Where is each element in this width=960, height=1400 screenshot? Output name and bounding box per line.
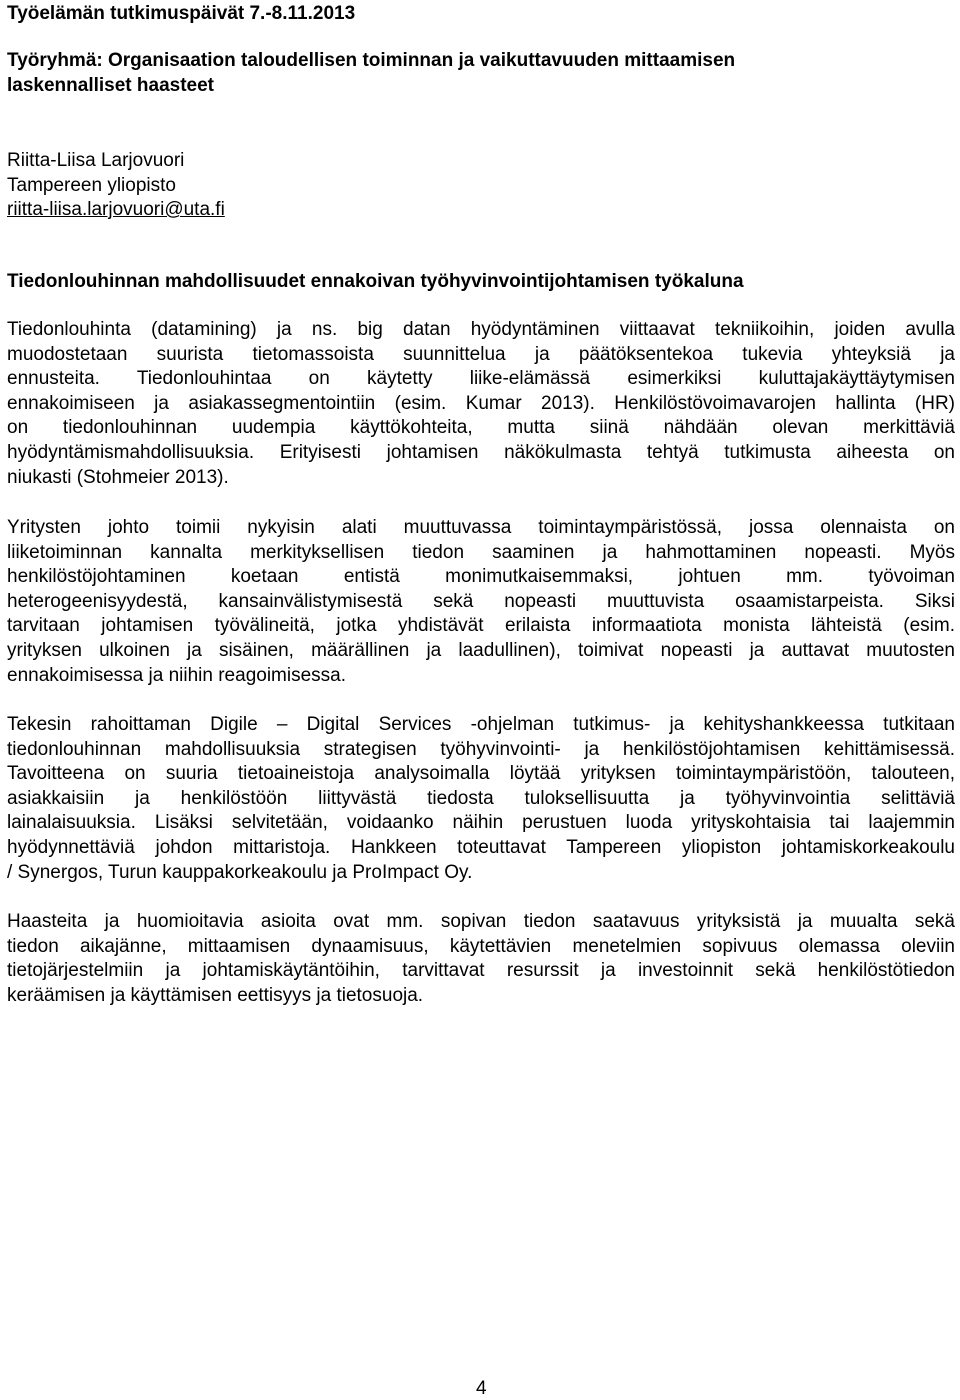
paragraph-line: keräämisen ja käyttämisen eettisyys ja tietosuoja.	[7, 984, 424, 1006]
paragraph-line: tarvitaan johtamisen työvälineitä, jotka yhdistävät erilaista informaatiota monista lähteistä (esim.	[7, 615, 955, 637]
paragraph-line: Tiedonlouhinta (datamining) ja ns. big datan hyödyntäminen viittaavat tekniikoihin, joiden avulla	[7, 319, 955, 340]
paragraph-line: Tavoitteena on suuria tietoaineistoja analysoimalla löytää yrityksen toimintaympäristöön, talouteen,	[7, 763, 955, 785]
paragraph-line: tiedon aikajänne, mittaamisen dynaamisuus, käytettävien menetelmien sopivuus olemassa oleviin	[7, 935, 955, 957]
paragraph-line: yrityksen ulkoinen ja sisäinen, määrällinen ja laadullinen), toimivat nopeasti ja auttavat muutosten	[7, 639, 955, 661]
conference-title: Työelämän tutkimuspäivät 7.-8.11.2013	[7, 3, 356, 24]
paragraph-datamining	[7, 318, 955, 490]
working-group-title-line: Työryhmä: Organisaation taloudellisen toiminnan ja vaikuttavuuden mittaamisen	[7, 50, 736, 71]
paragraph-line: tietojärjestelmiin ja johtamiskäytäntöihin, tarvittavat resurssit ja investoinnit sekä henkilöstötiedon	[7, 960, 955, 982]
author-name: Riitta-Liisa Larjovuori	[7, 150, 185, 171]
author-block	[7, 149, 225, 223]
working-group-title-line: laskennalliset haasteet	[7, 75, 214, 96]
paragraph-line: asiakkaisiin ja henkilöstöön liittyvästä tiedosta tuloksellisuutta ja työhyvinvointia selittäviä	[7, 787, 955, 809]
paragraph-line: / Synergos, Turun kauppakorkeakoulu ja ProImpact Oy.	[7, 861, 473, 883]
author-affiliation: Tampereen yliopisto	[7, 174, 176, 196]
section-title: Tiedonlouhinnan mahdollisuudet ennakoivan työhyvinvointijohtamisen työkaluna	[7, 271, 744, 292]
paragraph-line: niukasti (Stohmeier 2013).	[7, 466, 229, 488]
paragraph-line: heterogeenisyydestä, kansainvälistymisestä sekä nopeasti muuttuvista osaamistarpeista. Siksi	[7, 590, 955, 612]
working-group-title	[7, 48, 955, 98]
paragraph-line: ennakoimisessa ja niihin reagoimisessa.	[7, 664, 347, 686]
paragraph-line: henkilöstöjohtaminen koetaan entistä monimutkaisemmaksi, johtuen mm. työvoiman	[7, 566, 955, 588]
paragraph-line: muodostetaan suurista tietomassoista suunnittelua ja päätöksentekoa tukevia yhteyksiä ja	[7, 343, 955, 365]
paragraph-line: lainalaisuuksia. Lisäksi selvitetään, voidaanko näihin perustuen luoda yrityskohtaisia tai laajemmin	[7, 812, 955, 834]
page-number: 4	[476, 1378, 487, 1399]
paragraph-project	[7, 713, 955, 885]
paragraph-management	[7, 516, 955, 688]
paragraph-line: hyödynnettäviä johdon mittaristoja. Hankkeen toteuttavat Tampereen yliopiston johtamiskorkeakoulu	[7, 836, 955, 858]
author-email-link[interactable]: riitta-liisa.larjovuori@uta.fi	[7, 199, 225, 220]
paragraph-line: Yritysten johto toimii nykyisin alati muuttuvassa toimintaympäristössä, jossa olennaista on	[7, 517, 955, 538]
paragraph-line: liiketoiminnan kannalta merkityksellisen tiedon saaminen ja hahmottaminen nopeasti. Myös	[7, 541, 955, 563]
paragraph-line: hyödyntämismahdollisuuksia. Erityisesti johtamisen näkökulmasta tehtyä tutkimusta aiheesta on	[7, 441, 955, 463]
paragraph-challenges	[7, 910, 955, 1008]
paragraph-line: Tekesin rahoittaman Digile – Digital Services -ohjelman tutkimus- ja kehityshankkeessa tutkitaan	[7, 714, 955, 735]
paragraph-line: Haasteita ja huomioitavia asioita ovat mm. sopivan tiedon saatavuus yrityksistä ja muualta sekä	[7, 911, 955, 932]
paragraph-line: ennakoimiseen ja asiakassegmentointiin (esim. Kumar 2013). Henkilöstövoimavarojen hallinta (HR)	[7, 392, 955, 414]
paragraph-line: on tiedonlouhinnan uudempia käyttökohteita, mutta siinä nähdään olevan merkittäviä	[7, 417, 955, 439]
paragraph-line: ennusteita. Tiedonlouhintaa on käytetty liike-elämässä esimerkiksi kuluttajakäyttäytymisen	[7, 368, 955, 390]
paragraph-line: tiedonlouhinnan mahdollisuuksia strategisen työhyvinvointi- ja henkilöstöjohtamisen kehittämisessä.	[7, 738, 955, 760]
